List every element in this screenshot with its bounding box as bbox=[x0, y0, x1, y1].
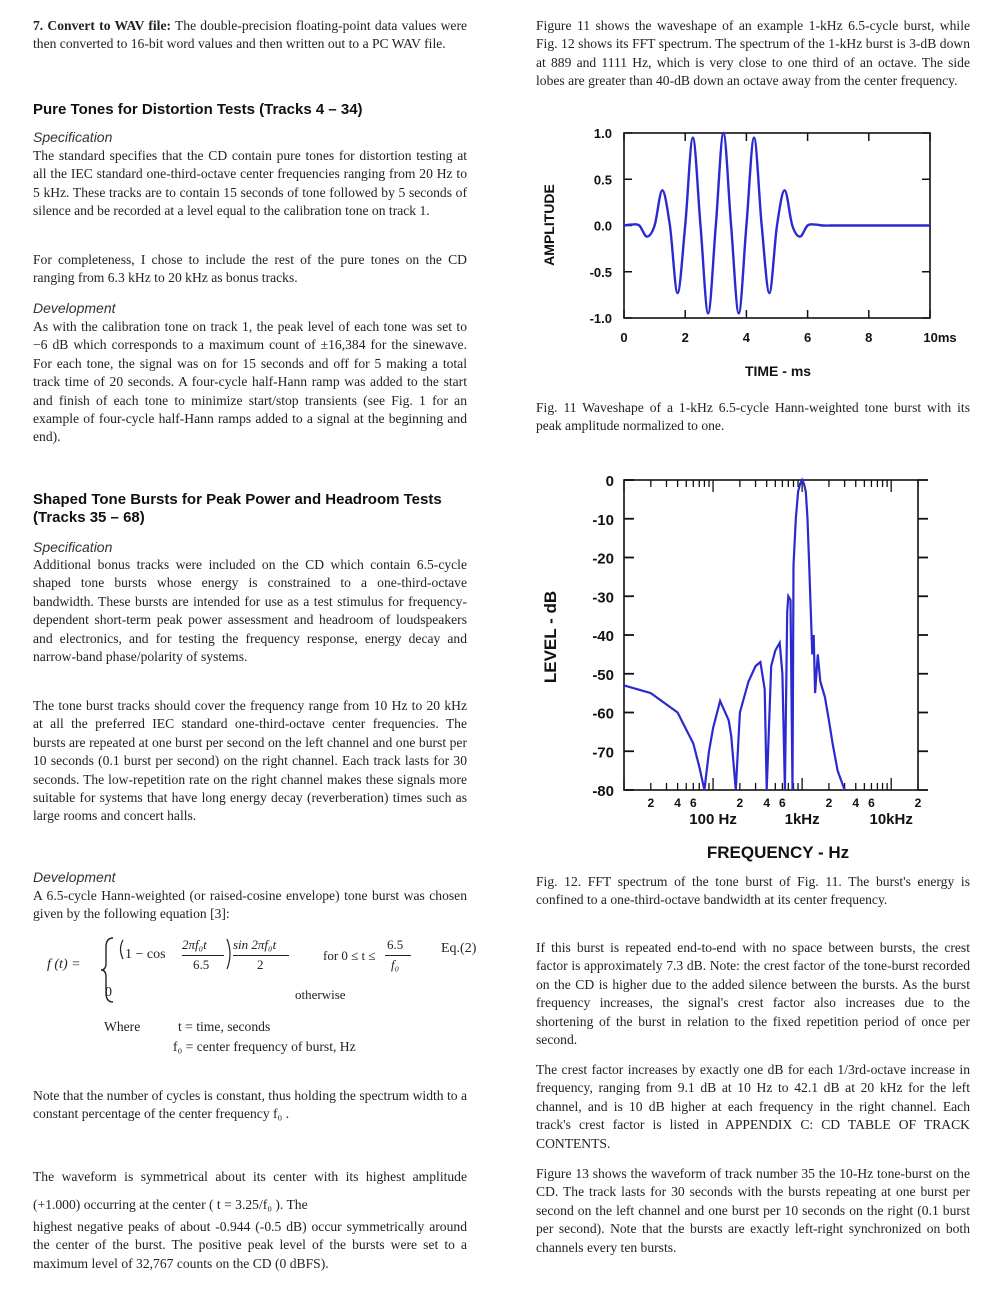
paragraph-frequency-range: The tone burst tracks should cover the frequency range from 10 Hz to 20 kHz at all the preferred IEC standard one-third-octave center frequencies. The bursts are repeated at one burst per second on the left channel and one burst per 10 seconds (0.1 burst per second) on the right channel. Each track lasts for 30 seconds. The low-repetition rate on the right channel makes these signals more suitable for systems that have long energy decay (reverberation) times such as large rooms and concert halls. bbox=[33, 698, 467, 824]
fig12-x-minor-label: 6 bbox=[868, 796, 875, 810]
eq-condition-1: for 0 ≤ t ≤ bbox=[323, 948, 376, 963]
where-f0: f₀ = center frequency of burst, Hz bbox=[173, 1039, 356, 1054]
fig11-x-tick-label: 4 bbox=[742, 330, 751, 345]
fig12-y-tick-label: 0 bbox=[605, 473, 614, 490]
fig12-x-minor-label: 6 bbox=[779, 796, 786, 810]
fig11-x-tick-label: 2 bbox=[681, 330, 689, 345]
paragraph-symmetry-b: highest negative peaks of about -0.944 (-0.5 dB) occur symmetrically around the center of the burst. The positive peak level of the bursts were set to a maximum level of 32,767 counts on the CD (0 dBFS). bbox=[33, 1219, 467, 1271]
fig12-x-major-label: 10kHz bbox=[869, 811, 913, 828]
eq-condition-2: otherwise bbox=[295, 987, 346, 1002]
fig11-x-tick-label: 6 bbox=[803, 330, 812, 345]
where-t: t = time, seconds bbox=[178, 1019, 271, 1034]
fig12-y-axis-title: LEVEL - dB bbox=[541, 590, 560, 684]
convert-body: The double-precision floating-point data values were then converted to 16-bit word values and then written out to a PC WAV file. bbox=[33, 18, 467, 52]
convert-title: 7. Convert to WAV file: bbox=[33, 18, 172, 33]
eq-brace bbox=[99, 935, 131, 1005]
caption-fig12: Fig. 12. FFT spectrum of the tone burst of Fig. 11. The burst's energy is confined to a one-third-octave bandwidth at its center frequency. bbox=[536, 874, 970, 907]
fig11-y-tick-label: 0.0 bbox=[593, 218, 612, 234]
fig12-x-minor-label: 2 bbox=[825, 796, 833, 810]
eq-frac1-den: 6.5 bbox=[193, 957, 210, 972]
fig11-x-tick-label: 8 bbox=[865, 330, 873, 345]
heading-shaped-tone-bursts: Shaped Tone Bursts for Peak Power and Headroom Tests (Tracks 35 – 68) bbox=[33, 491, 442, 526]
figure-11-waveshape-chart bbox=[536, 125, 970, 390]
eq-one-minus-cos: 1 − cos bbox=[125, 947, 166, 962]
fig11-x-axis-title: TIME - ms bbox=[744, 363, 812, 379]
fig12-y-tick-label: -20 bbox=[592, 550, 614, 568]
fig12-x-ticks bbox=[624, 480, 922, 828]
eq-frac1-num: 2πf₀t bbox=[182, 937, 207, 952]
fig11-x-tick-label: 10ms bbox=[923, 330, 957, 345]
fig11-y-tick-label: 1.0 bbox=[593, 126, 612, 141]
fig12-x-minor-label: 4 bbox=[763, 796, 771, 810]
caption-fig11: Fig. 11 Waveshape of a 1-kHz 6.5-cycle Hann-weighted tone burst with its peak amplitude normalized to one. bbox=[536, 400, 970, 433]
fig12-y-tick-label: -70 bbox=[592, 744, 614, 762]
where-label: Where bbox=[104, 1019, 141, 1034]
fig12-x-minor-label: 2 bbox=[736, 796, 744, 810]
subheading-development-2: Development bbox=[33, 869, 116, 885]
eq-zero: 0 bbox=[105, 985, 112, 1000]
fig12-x-minor-label: 4 bbox=[852, 796, 860, 810]
paragraph-spec-1: The standard specifies that the CD contain pure tones for distortion testing at all the IEC standard one-third-octave center frequencies ranging from 20 Hz to 5 kHz. These tracks are to contain 15 seconds of tone followed by 5 seconds of silence and be recorded at a level equal to the calibration tone on track 1. bbox=[33, 148, 467, 219]
paragraph-cycles: Note that the number of cycles is constant, thus holding the spectrum width to a constant percentage of the center frequency f₀ . bbox=[33, 1088, 467, 1122]
fig12-y-tick-label: -80 bbox=[592, 783, 614, 800]
heading-pure-tones: Pure Tones for Distortion Tests (Tracks 4 – 34) bbox=[33, 101, 363, 118]
fig12-x-minor-label: 2 bbox=[914, 796, 922, 810]
fig12-x-minor-label: 6 bbox=[689, 796, 697, 810]
eq-frac2-den: 2 bbox=[257, 957, 264, 972]
fig12-x-major-label: 100 Hz bbox=[689, 811, 737, 828]
fig12-y-tick-label: -60 bbox=[592, 705, 614, 723]
fig11-y-axis-title: AMPLITUDE bbox=[541, 184, 557, 266]
fig11-y-tick-label: 0.5 bbox=[593, 172, 612, 188]
paragraph-crest-2: The crest factor increases by exactly one dB for each 1/3rd-octave increase in frequency, ranging from 9.1 dB at 10 Hz to 42.1 dB at 20 kHz for the left channel, and is 10 dB higher at each frequency in the right channel. Each track's crest factor is listed in APPENDIX C: CD TABLE OF TRACK CONTENTS. bbox=[536, 1062, 970, 1151]
fig12-y-tick-label: -10 bbox=[592, 511, 614, 529]
eq-frac1-bar bbox=[182, 955, 224, 956]
fig12-y-ticks bbox=[592, 473, 928, 800]
paragraph-crest-1: If this burst is repeated end-to-end with no space between bursts, the crest factor is approximately 7.3 dB. Note: the crest factor of the tone-burst recorded on the CD is higher due to the added silence between the bursts. As the burst frequency increases, the signal's crest factor also increases due to the shortening of the burst in relation to the fixed repetition period of once per second. bbox=[536, 940, 970, 1048]
eq-frac3-den: f₀ bbox=[391, 957, 400, 972]
eq-frac3-bar bbox=[385, 955, 411, 956]
eq-label: Eq.(2) bbox=[441, 941, 477, 956]
fig12-x-major-label: 1kHz bbox=[784, 811, 820, 828]
fig11-y-tick-label: -1.0 bbox=[589, 311, 612, 326]
subheading-development-1: Development bbox=[33, 300, 116, 316]
fig12-y-tick-label: -30 bbox=[592, 589, 614, 607]
paragraph-dev-1: As with the calibration tone on track 1, the peak level of each tone was set to −6 dB which corresponds to a maximum count of ±16,384 for the sinewave. For each tone, the signal was on for 15 seconds and off for 5 making a total track time of 20 seconds. A four-cycle half-Hann ramp was added to the start and finish of each tone to minimize start/stop transients (see Fig. 1 for an example of four-cycle half-Hann ramps added to a signal at the beginning and end). bbox=[33, 319, 467, 445]
eq-frac2-bar bbox=[233, 955, 289, 956]
paragraph-completeness: For completeness, I chose to include the rest of the pure tones on the CD ranging from 6.3 kHz to 20 kHz as bonus tracks. bbox=[33, 252, 467, 286]
paragraph-symmetry-a: The waveform is symmetrical about its center with its highest amplitude (+1.000) occurring at the center ( t = 3.25/f₀ ). The bbox=[33, 1169, 467, 1212]
fig12-series-line bbox=[624, 480, 845, 790]
fig12-x-minor-label: 2 bbox=[647, 796, 655, 810]
fig11-series-line bbox=[624, 133, 930, 313]
subheading-specification-2: Specification bbox=[33, 539, 113, 555]
fig11-y-tick-label: -0.5 bbox=[589, 264, 612, 280]
fig12-x-axis-title: FREQUENCY - Hz bbox=[706, 843, 850, 862]
paragraph-dev-2: A 6.5-cycle Hann-weighted (or raised-cosine envelope) tone burst was chosen given by the following equation [3]: bbox=[33, 888, 467, 922]
convert-paragraph bbox=[33, 17, 467, 54]
paragraph-spec-2: Additional bonus tracks were included on the CD which contain 6.5-cycle shaped tone bursts whose energy is constrained to a one-third-octave bandwidth. These bursts are intended for use as a test stimulus for frequency-dependent short-term peak power assessment and headroom of loudspeakers and electronics, and for testing the frequency response, energy decay and narrow-band phase/polarity of systems. bbox=[33, 557, 467, 665]
equation-2 bbox=[33, 935, 477, 1005]
subheading-specification-1: Specification bbox=[33, 129, 113, 145]
figure-12-fft-chart bbox=[536, 462, 970, 867]
paragraph-fig11-intro: Figure 11 shows the waveshape of an example 1-kHz 6.5-cycle burst, while Fig. 12 shows its FFT spectrum. The spectrum of the 1-kHz burst is 3-dB down at 889 and 1111 Hz, which is very close to one third of an octave. The side lobes are greater than 40-dB down an octave away from the center frequency. bbox=[536, 18, 970, 89]
fig12-plot-frame bbox=[624, 480, 918, 790]
eq-frac3-num: 6.5 bbox=[387, 937, 404, 952]
eq-frac2-num: sin 2πf₀t bbox=[233, 937, 277, 952]
fig12-y-tick-label: -40 bbox=[592, 628, 614, 645]
fig12-x-minor-label: 4 bbox=[674, 796, 681, 810]
fig12-y-tick-label: -50 bbox=[592, 666, 614, 684]
paragraph-fig13: Figure 13 shows the waveform of track number 35 the 10-Hz tone-burst on the CD. The track lasts for 30 seconds with the bursts repeating at one burst per second on the left channel and one burst per 10 seconds on the right (0.1 burst per second). Note that the bursts are exactly left-right synchronized on both channels every ten bursts. bbox=[536, 1166, 970, 1255]
fig11-x-tick-label: 0 bbox=[620, 330, 628, 345]
eq-lhs: f (t) = bbox=[47, 957, 81, 972]
